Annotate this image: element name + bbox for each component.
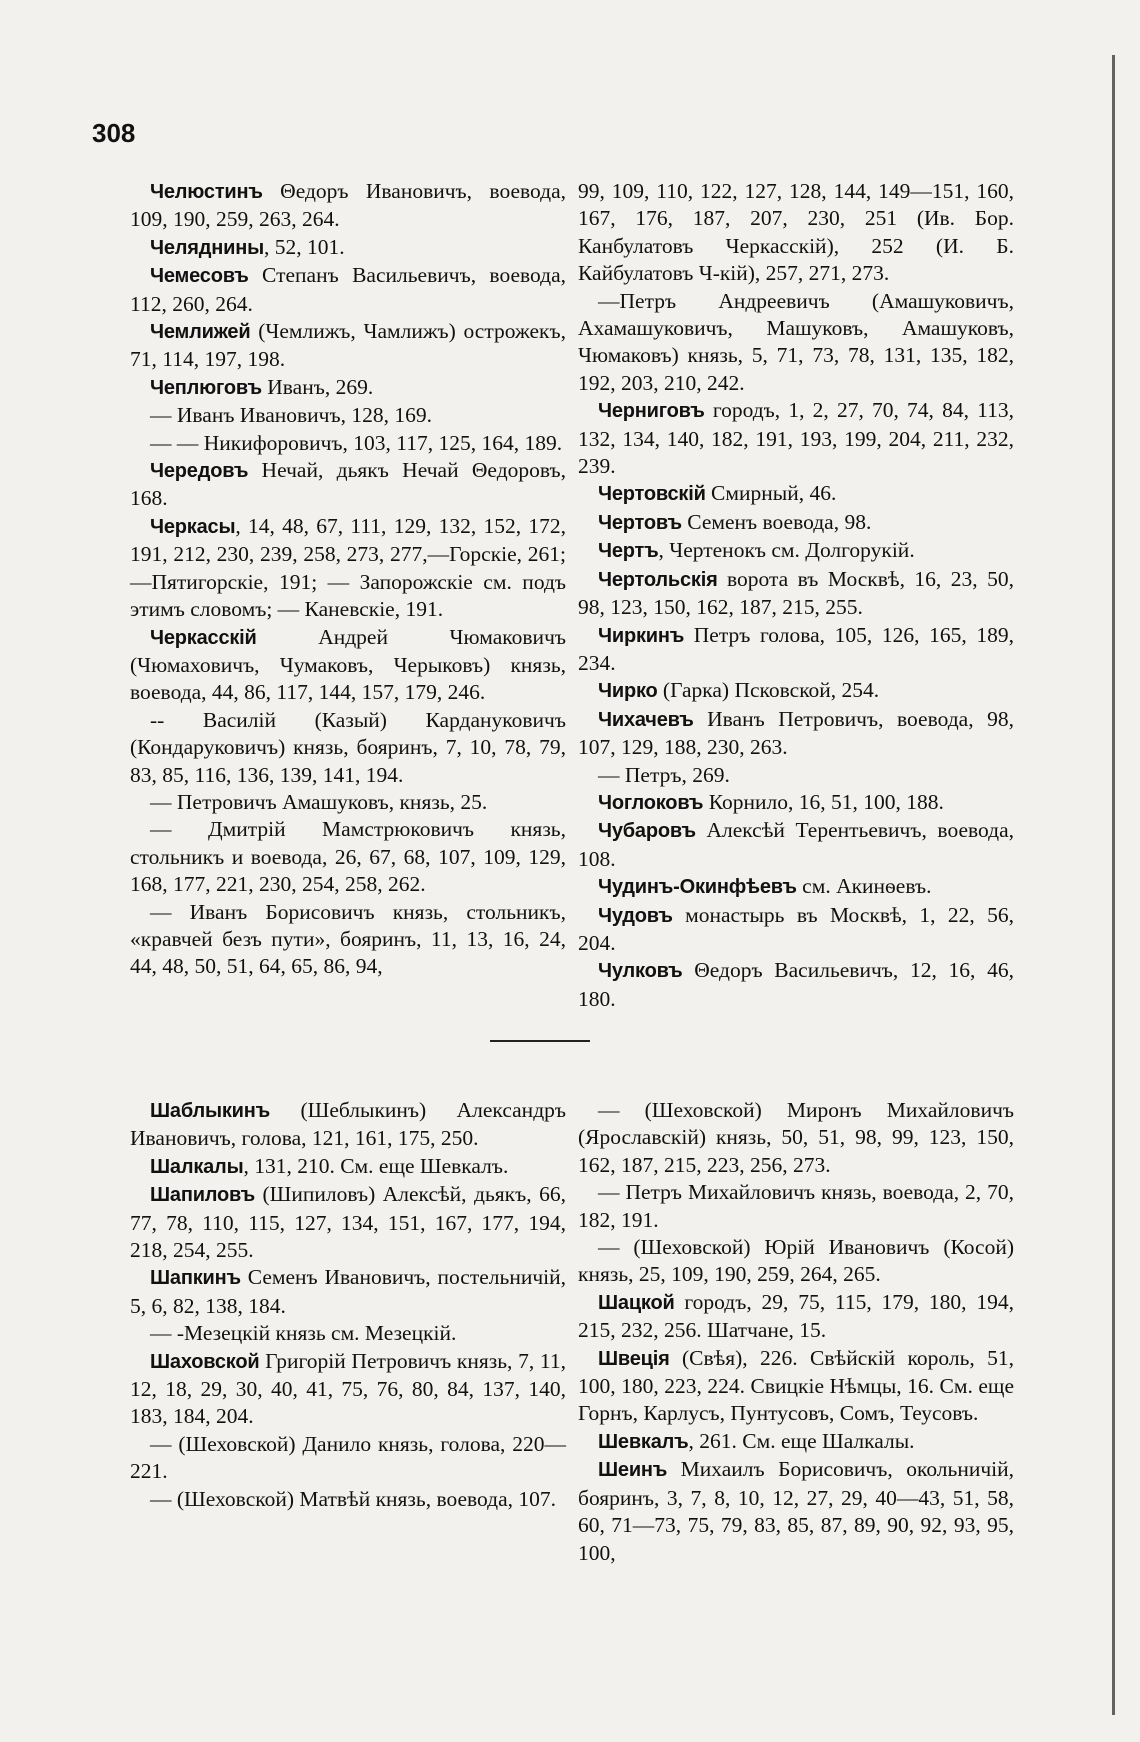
index-entry — [578, 789, 1014, 817]
entry-text: Нечай, дьякъ Нечай Θедоровъ, 168. — [130, 458, 566, 511]
index-entry — [130, 707, 566, 789]
entry-heading: Шацкой — [598, 1291, 675, 1314]
entry-text: — (Шеховской) Юрій Ивановичъ (Косой) князь, 25, 109, 190, 259, 264, 265. — [578, 1235, 1014, 1287]
index-entry — [578, 1289, 1014, 1345]
entry-heading: Чудовъ — [598, 904, 673, 927]
index-entry — [130, 1348, 566, 1431]
entry-heading: Шалкалы — [150, 1155, 244, 1178]
entry-text: , 14, 48, 67, 111, 129, 132, 152, 172, 191, 212, 230, 239, 258, 273, 277,—Горскіе, 261;—Пятигорскіе, 191; — Запорожскіе см. подъ этимъ словомъ; — Каневскіе, 191. — [130, 513, 566, 622]
index-column-1-left — [130, 178, 566, 981]
index-entry — [578, 1345, 1014, 1428]
index-entry — [578, 762, 1014, 789]
entry-text: — (Шеховской) Данило князь, голова, 220—221. — [130, 1431, 566, 1484]
index-entry — [578, 677, 1014, 705]
entry-text: (Чемлижъ, Чамлижъ) острожекъ, 71, 114, 197, 198. — [130, 319, 566, 372]
index-entry — [578, 1179, 1014, 1234]
entry-text: Θедоръ Васильевичъ, 12, 16, 46, 180. — [578, 958, 1014, 1011]
entry-text: — Иванъ Ивановичъ, 128, 169. — [150, 403, 432, 428]
index-entry — [130, 178, 566, 234]
index-entry — [130, 899, 566, 981]
index-entry — [578, 1097, 1014, 1179]
page-number: 308 — [92, 118, 136, 148]
entry-text: Смирный, 46. — [705, 481, 837, 506]
index-column-2-left — [130, 1097, 566, 1513]
entry-text: — (Шеховской) Миронъ Михайловичъ (Ярославскій) князь, 50, 51, 98, 99, 123, 150, 162, 187, 215, 223, 256, 273. — [578, 1098, 1014, 1177]
index-entry — [130, 374, 566, 402]
entry-heading: Чихачевъ — [598, 708, 694, 731]
entry-text: — — Никифоровичъ, 103, 117, 125, 164, 189. — [150, 430, 563, 455]
index-entry — [578, 566, 1014, 622]
entry-text: (Свѣя), 226. Свѣйскій король, 51, 100, 180, 223, 224. Свицкіе Нѣмцы, 16. См. еще Горнъ, Карлусъ, Пунтусовъ, Сомъ, Теусовъ. — [578, 1345, 1014, 1426]
entry-heading: Чертовскій — [598, 483, 706, 506]
index-entry — [130, 430, 566, 457]
entry-text: — Иванъ Борисовичъ князь, стольникъ, «кравчей безъ пути», бояринъ, 11, 13, 16, 24, 44, 48, 50, 51, 64, 65, 86, 94, — [130, 899, 566, 979]
index-entry — [578, 873, 1014, 901]
entry-text: , 52, 101. — [263, 234, 345, 259]
entry-text: — Петровичъ Амашуковъ, князь, 25. — [150, 789, 488, 814]
index-entry — [130, 318, 566, 374]
entry-heading: Чоглоковъ — [598, 791, 704, 814]
entry-heading: Чудинъ-Окинфѣевъ — [598, 876, 797, 899]
entry-text: Иванъ Петровичъ, воевода, 98, 107, 129, 188, 230, 263. — [578, 706, 1014, 760]
entry-text: Михаилъ Борисовичъ, окольничій, бояринъ, 3, 7, 8, 10, 12, 27, 29, 40—43, 51, 58, 60, 71—73, 75, 79, 83, 85, 87, 89, 90, 92, 93, 95, 100, — [578, 1457, 1014, 1565]
entry-text: Иванъ, 269. — [261, 374, 374, 399]
index-entry — [130, 1486, 566, 1513]
index-entry — [578, 537, 1014, 565]
index-entry — [130, 1153, 566, 1181]
entry-text: — Петръ Михайловичъ князь, воевода, 2, 70, 182, 191. — [578, 1180, 1014, 1232]
entry-text: Алексѣй Терентьевичъ, воевода, 108. — [578, 818, 1014, 871]
entry-heading: Черниговъ — [598, 400, 705, 423]
index-entry — [578, 706, 1014, 762]
entry-heading: Черкасы — [150, 515, 236, 538]
entry-text: Степанъ Васильевичъ, воевода, 112, 260, 264. — [130, 263, 566, 316]
index-entry — [130, 513, 566, 624]
entry-text: 99, 109, 110, 122, 127, 128, 144, 149—151, 160, 167, 176, 187, 207, 230, 251 (Ив. Бор. Канбулатовъ Черкасскій), 252 (И. Б. Кайбулатовъ Ч-кій), 257, 271, 273. — [578, 179, 1014, 286]
index-entry — [130, 789, 566, 816]
entry-text: (Гарка) Псковской, 254. — [657, 678, 880, 703]
index-entry — [578, 1428, 1014, 1456]
entry-heading: Чиркинъ — [598, 624, 685, 647]
index-column-2-right — [578, 1097, 1014, 1567]
index-entry — [130, 457, 566, 513]
entry-text: , 261. См. еще Шалкалы. — [688, 1428, 915, 1453]
entry-heading: Чирко — [598, 680, 658, 703]
entry-text: монастырь въ Москвѣ, 1, 22, 56, 204. — [578, 902, 1014, 955]
index-entry — [130, 816, 566, 898]
index-entry — [130, 262, 566, 318]
entry-heading: Чемесовъ — [150, 265, 249, 288]
entry-heading: Чередовъ — [150, 460, 249, 483]
entry-text: Семенъ Ивановичъ, постельничій, 5, 6, 82, 138, 184. — [130, 1265, 566, 1318]
index-entry — [130, 1264, 566, 1320]
entry-heading: Чертовъ — [598, 511, 682, 534]
entry-text: — Дмитрій Мамстрюковичъ князь, стольникъ и воевода, 26, 67, 68, 107, 109, 129, 168, 177, 221, 230, 254, 258, 262. — [130, 817, 566, 897]
index-column-1-right — [578, 178, 1014, 1013]
entry-heading: Шаховской — [150, 1350, 260, 1373]
index-entry — [578, 480, 1014, 508]
index-entry — [578, 178, 1014, 288]
entry-heading: Шеинъ — [598, 1459, 668, 1482]
index-entry — [130, 1097, 566, 1153]
index-entry — [578, 622, 1014, 678]
entry-text: -- Василій (Казый) Кардануковичъ (Кондаруковичъ) князь, бояринъ, 7, 10, 78, 79, 83, 85, 116, 136, 139, 141, 194. — [130, 707, 566, 787]
entry-text: — -Мезецкій князь см. Мезецкій. — [150, 1321, 457, 1346]
entry-heading: Черкасскій — [150, 626, 257, 649]
index-entry — [130, 624, 566, 707]
entry-text: Θедоръ Ивановичъ, воевода, 109, 190, 259, 263, 264. — [130, 179, 566, 232]
index-entry — [578, 288, 1014, 398]
entry-text: см. Акинѳевъ. — [796, 874, 932, 899]
index-entry — [130, 1181, 566, 1264]
index-entry — [130, 1320, 566, 1347]
entry-text: — (Шеховской) Матвѣй князь, воевода, 107. — [150, 1486, 557, 1511]
entry-text: ворота въ Москвѣ, 16, 23, 50, 98, 123, 150, 162, 187, 215, 255. — [578, 566, 1014, 620]
entry-text: городъ, 1, 2, 27, 70, 74, 84, 113, 132, 134, 140, 182, 191, 193, 199, 204, 211, 232, 239. — [578, 398, 1014, 479]
index-entry — [130, 234, 566, 262]
entry-heading: Шапкинъ — [150, 1267, 241, 1290]
index-entry — [578, 509, 1014, 537]
entry-heading: Чертольскія — [598, 568, 718, 591]
index-entry — [578, 957, 1014, 1013]
entry-text: Корнило, 16, 51, 100, 188. — [703, 789, 944, 814]
index-entry — [578, 397, 1014, 480]
entry-heading: Челяднины — [150, 236, 264, 259]
section-divider — [490, 1040, 590, 1042]
entry-heading: Чертъ — [598, 540, 659, 563]
page-edge-line — [1112, 55, 1115, 1715]
entry-text: Григорій Петровичъ князь, 7, 11, 12, 18, 29, 30, 40, 41, 75, 76, 80, 84, 137, 140, 183, 184, 204. — [130, 1348, 566, 1429]
entry-heading: Чемлижей — [150, 321, 251, 344]
index-entry — [578, 1456, 1014, 1567]
entry-text: (Шеблыкинъ) Александръ Ивановичъ, голова, 121, 161, 175, 250. — [130, 1098, 566, 1151]
entry-text: (Шипиловъ) Алексѣй, дьякъ, 66, 77, 78, 110, 115, 127, 134, 151, 167, 177, 194, 218, 254, 255. — [130, 1182, 566, 1263]
entry-text: городъ, 29, 75, 115, 179, 180, 194, 215, 232, 256. Шатчане, 15. — [578, 1289, 1014, 1343]
entry-heading: Чулковъ — [598, 960, 683, 983]
entry-heading: Челюстинъ — [150, 181, 263, 203]
entry-text: Петръ голова, 105, 126, 165, 189, 234. — [578, 622, 1014, 675]
entry-heading: Швеція — [598, 1347, 670, 1370]
entry-text: , 131, 210. См. еще Шевкалъ. — [243, 1153, 509, 1178]
entry-heading: Чубаровъ — [598, 820, 696, 843]
entry-text: —Петръ Андреевичъ (Амашуковичъ, Ахамашуковичъ, Машуковъ, Амашуковъ, Чюмаковъ) князь, 5, 71, 73, 78, 131, 135, 182, 192, 203, 210, 242. — [578, 288, 1014, 395]
entry-heading: Шапиловъ — [150, 1184, 256, 1207]
index-entry — [130, 1431, 566, 1486]
index-entry — [578, 902, 1014, 958]
entry-text: , Чертенокъ см. Долгорукій. — [658, 538, 915, 563]
entry-text: Семенъ воевода, 98. — [681, 509, 872, 534]
index-entry — [130, 402, 566, 429]
index-entry — [578, 817, 1014, 873]
entry-heading: Шаблыкинъ — [150, 1100, 271, 1122]
entry-text: Андрей Чюмаковичъ (Чюмаховичъ, Чумаковъ, Черыковъ) князь, воевода, 44, 86, 117, 144, 157, 179, 246. — [130, 624, 566, 705]
entry-text: — Петръ, 269. — [598, 762, 730, 787]
entry-heading: Шевкалъ — [598, 1430, 689, 1453]
index-entry — [578, 1234, 1014, 1289]
entry-heading: Чеплюговъ — [150, 376, 262, 399]
